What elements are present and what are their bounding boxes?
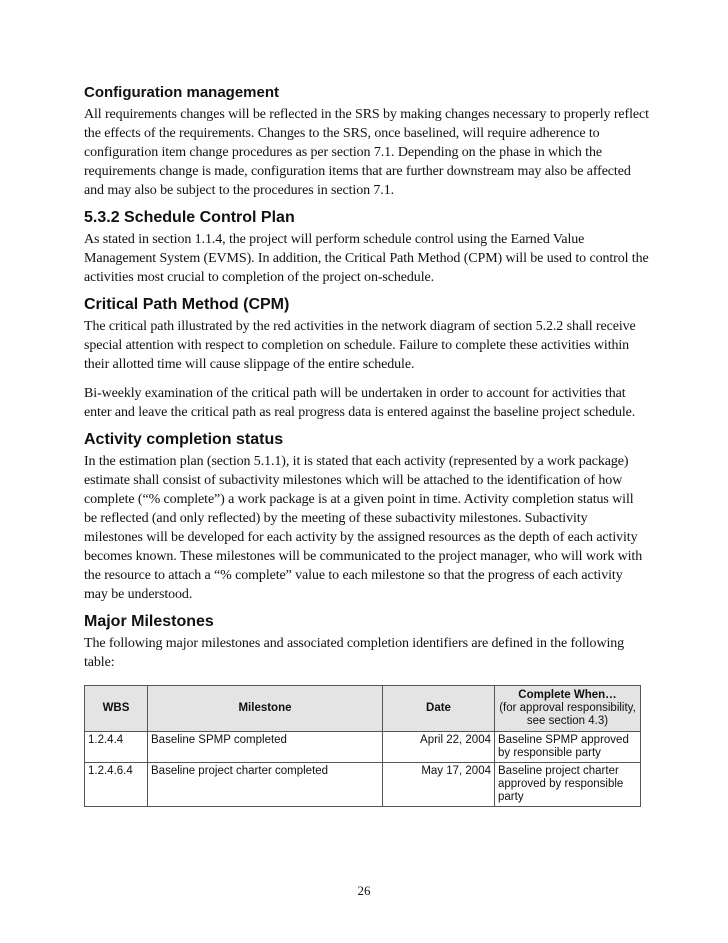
- table-row: [85, 732, 641, 763]
- section-heading: Activity completion status: [84, 431, 284, 448]
- section-schedule-control-plan: [84, 208, 649, 287]
- column-header-wbs: WBS: [85, 686, 148, 732]
- section-activity-completion-status: [84, 430, 649, 604]
- section-heading: 5.3.2 Schedule Control Plan: [84, 209, 295, 226]
- cell-wbs: 1.2.4.4: [85, 732, 148, 763]
- column-header-complete-when: [495, 686, 641, 732]
- cell-complete-when: Baseline project charter approved by responsible party: [495, 763, 641, 807]
- section-paragraph: All requirements changes will be reflected in the SRS by making changes necessary to properly reflect the effects of the requirements. Changes to the SRS, once baselined, will require adherence to configuration item change procedures as per section 7.1. Depending on the phase in which the requirements change is made, configuration items that are further downstream may also be affected and may also be subject to the procedures in section 7.1.: [84, 107, 649, 198]
- section-heading: Major Milestones: [84, 613, 214, 630]
- section-heading: Configuration management: [84, 84, 280, 101]
- column-header-milestone: Milestone: [148, 686, 383, 732]
- cell-date: May 17, 2004: [383, 763, 495, 807]
- cell-milestone: Baseline SPMP completed: [148, 732, 383, 763]
- section-critical-path-method: [84, 295, 649, 422]
- cell-date: April 22, 2004: [383, 732, 495, 763]
- milestones-table: [84, 685, 641, 807]
- section-paragraph: The following major milestones and associated completion identifiers are defined in the following table:: [84, 636, 625, 670]
- section-major-milestones: [84, 612, 649, 807]
- document-page: [84, 84, 649, 815]
- table-row: [85, 763, 641, 807]
- section-heading: Critical Path Method (CPM): [84, 296, 290, 313]
- section-paragraph: The critical path illustrated by the red activities in the network diagram of section 5.2.2 shall receive special attention with respect to completion on schedule. Failure to complete these activities within their allotted time will cause slippage of the entire schedule.: [84, 319, 636, 372]
- cell-wbs: 1.2.4.6.4: [85, 763, 148, 807]
- page-number: 26: [357, 883, 371, 898]
- section-paragraph: In the estimation plan (section 5.1.1), it is stated that each activity (represented by a work package) estimate shall consist of subactivity milestones which will be attached to the identification of how complete (“% complete”) a work package is at a given point in time. Activity completion status will be reflected (and only reflected) by the meeting of these subactivity milestones. Subactivity milestones will be developed for each activity by the assigned resources as the depth of each activity becomes known. These milestones will be communicated to the project manager, who will work with the resource to attach a “% complete” value to each milestone so that the progress of each activity may be understood.: [84, 454, 643, 602]
- column-header-complete-title: Complete When…: [518, 689, 617, 701]
- cell-milestone: Baseline project charter completed: [148, 763, 383, 807]
- section-paragraph: As stated in section 1.1.4, the project will perform schedule control using the Earned Value Management System (EVMS). In addition, the Critical Path Method (CPM) will be used to control the activities most crucial to completion of the project on-schedule.: [84, 232, 649, 285]
- section-configuration-management: [84, 84, 649, 200]
- column-header-date: Date: [383, 686, 495, 732]
- table-header-row: [85, 686, 641, 732]
- cell-complete-when: Baseline SPMP approved by responsible party: [495, 732, 641, 763]
- column-header-complete-subtitle: (for approval responsibility, see section 4.3): [499, 702, 636, 727]
- section-paragraph: Bi-weekly examination of the critical path will be undertaken in order to account for activities that enter and leave the critical path as real progress data is entered against the baseline project schedule.: [84, 386, 636, 420]
